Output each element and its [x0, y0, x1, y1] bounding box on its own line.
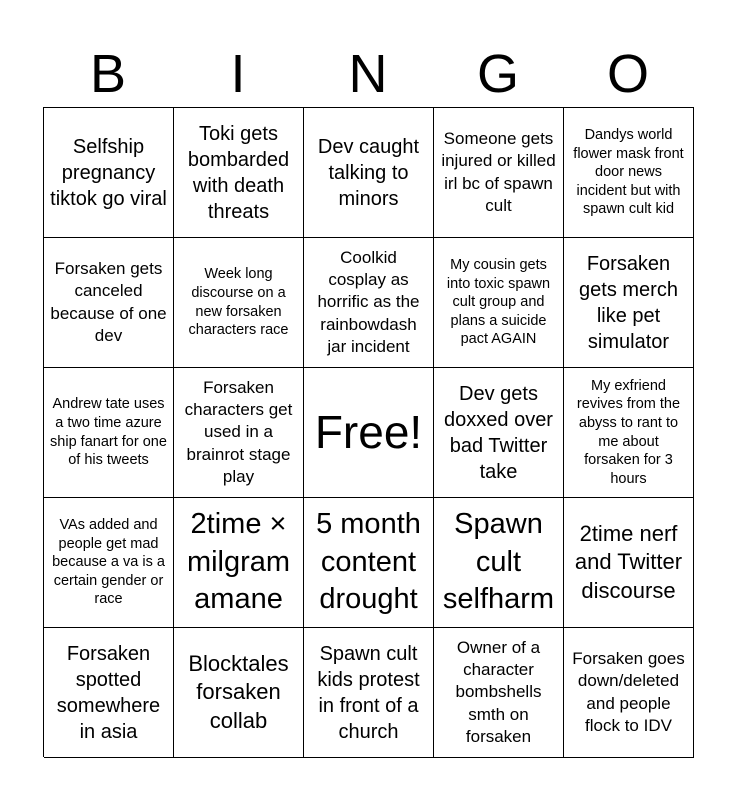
bingo-cell[interactable]: My cousin gets into toxic spawn cult group and plans a suicide pact AGAIN — [434, 238, 564, 368]
bingo-cell[interactable]: Forsaken spotted somewhere in asia — [44, 628, 174, 758]
bingo-cell[interactable]: 2time nerf and Twitter discourse — [564, 498, 694, 628]
header-letter-i: I — [230, 44, 246, 104]
bingo-cell[interactable]: Forsaken goes down/deleted and people flock to IDV — [564, 628, 694, 758]
bingo-cell[interactable]: Spawn cult selfharm — [434, 498, 564, 628]
bingo-cell[interactable]: Owner of a character bombshells smth on forsaken — [434, 628, 564, 758]
free-space-cell[interactable]: Free! — [304, 368, 434, 498]
bingo-cell[interactable]: Week long discourse on a new forsaken characters race — [174, 238, 304, 368]
bingo-cell[interactable]: VAs added and people get mad because a va is a certain gender or race — [44, 498, 174, 628]
bingo-cell[interactable]: Dandys world flower mask front door news incident but with spawn cult kid — [564, 108, 694, 238]
bingo-cell[interactable]: Andrew tate uses a two time azure ship fanart for one of his tweets — [44, 368, 174, 498]
bingo-cell[interactable]: Blocktales forsaken collab — [174, 628, 304, 758]
bingo-cell[interactable]: Dev gets doxxed over bad Twitter take — [434, 368, 564, 498]
header-letter-n: N — [348, 44, 388, 104]
bingo-cell[interactable]: 2time × milgram amane — [174, 498, 304, 628]
header-letter-b: B — [89, 44, 127, 104]
header-letter-o: O — [606, 44, 649, 104]
bingo-board — [43, 107, 694, 757]
bingo-header — [43, 40, 693, 108]
bingo-cell[interactable]: Forsaken gets canceled because of one dev — [44, 238, 174, 368]
bingo-cell[interactable]: Toki gets bombarded with death threats — [174, 108, 304, 238]
bingo-cell[interactable]: Spawn cult kids protest in front of a church — [304, 628, 434, 758]
bingo-cell[interactable]: Selfship pregnancy tiktok go viral — [44, 108, 174, 238]
bingo-cell[interactable]: Coolkid cosplay as horrific as the rainbowdash jar incident — [304, 238, 434, 368]
bingo-cell[interactable]: Dev caught talking to minors — [304, 108, 434, 238]
bingo-cell[interactable]: Forsaken gets merch like pet simulator — [564, 238, 694, 368]
bingo-cell[interactable]: Someone gets injured or killed irl bc of spawn cult — [434, 108, 564, 238]
bingo-cell[interactable]: Forsaken characters get used in a brainrot stage play — [174, 368, 304, 498]
bingo-cell[interactable]: My exfriend revives from the abyss to rant to me about forsaken for 3 hours — [564, 368, 694, 498]
header-letter-g: G — [476, 44, 519, 104]
bingo-cell[interactable]: 5 month content drought — [304, 498, 434, 628]
